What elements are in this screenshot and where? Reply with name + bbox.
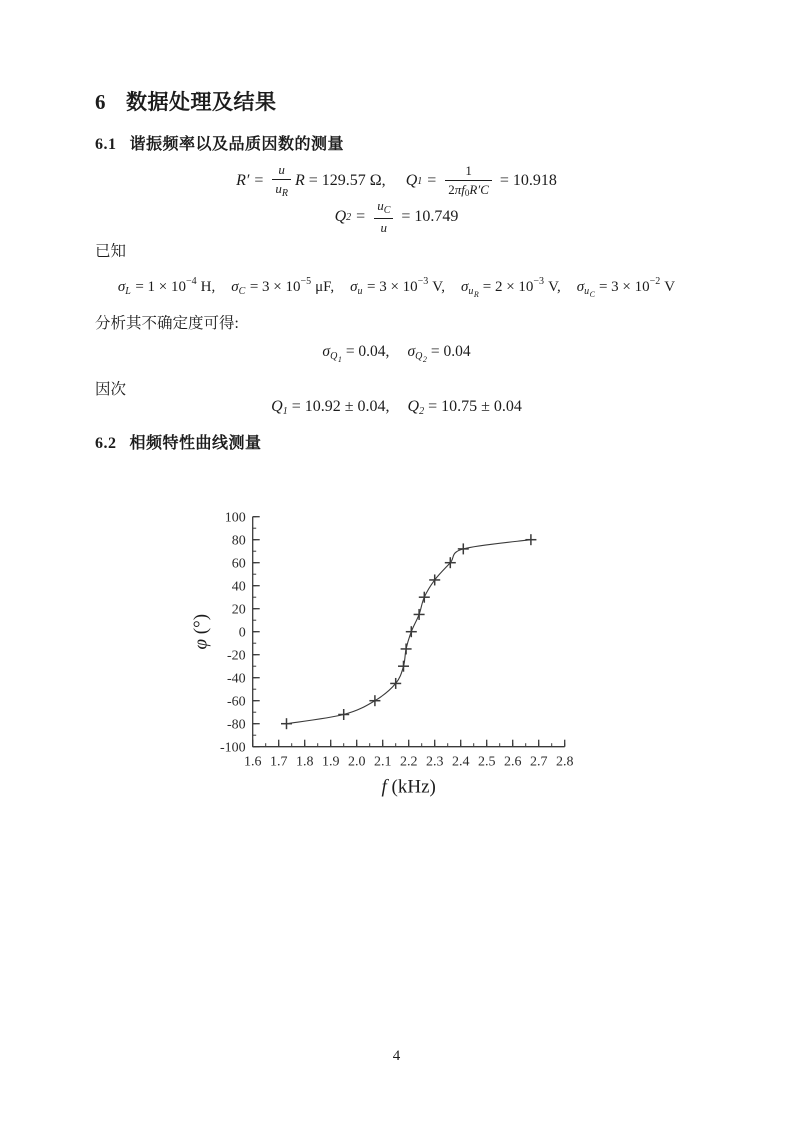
sigma-q-item (407, 343, 470, 364)
var-r: R (294, 172, 305, 189)
svg-text:-100: -100 (220, 740, 246, 756)
equals-sign: = (254, 172, 264, 189)
unit: H, (200, 278, 216, 295)
known-label: 已知 (95, 243, 127, 260)
sigma-value: = 0.04 (430, 342, 471, 360)
sigma-symbol: σ (350, 278, 358, 295)
svg-text:2.5: 2.5 (477, 754, 496, 770)
page-number: 4 (392, 1048, 401, 1064)
exponent: −5 (300, 275, 312, 287)
section-title: 数据处理及结果 (126, 91, 277, 114)
svg-text:2.8: 2.8 (555, 754, 574, 770)
sub-0: 0 (464, 187, 470, 198)
subsection-6-1-heading (95, 131, 344, 154)
q-value: = 10.75 ± 0.04 (428, 397, 522, 415)
sigma-q-item (322, 343, 389, 364)
equation-q2 (0, 198, 793, 236)
result-q1: = 10.918 (499, 172, 557, 189)
svg-text:2.1: 2.1 (373, 754, 392, 770)
unit: V, (432, 278, 445, 295)
sigma-subsub: 2 (422, 354, 427, 364)
sigma-subsub: C (589, 289, 595, 299)
q-result-item (408, 398, 522, 417)
svg-text:80: 80 (231, 533, 246, 549)
uncertainty-item (231, 276, 334, 299)
sigma-sub: u (357, 285, 363, 297)
var-q2: Q (334, 208, 347, 225)
analysis-label: 分析其不确定度可得: (95, 315, 239, 332)
section-number: 6 (95, 90, 106, 114)
equation-sigma-q (0, 340, 793, 366)
fraction-numerator: u (272, 162, 291, 180)
section-heading (95, 86, 277, 116)
svg-text:1.7: 1.7 (269, 754, 288, 770)
var-u: u (377, 198, 384, 214)
equation-uncertainties (0, 272, 793, 302)
var-f: f (461, 181, 465, 197)
subsection-6-1-number: 6.1 (95, 136, 117, 153)
q-value: = 10.92 ± 0.04, (291, 397, 390, 415)
var-q1: Q (405, 172, 418, 189)
svg-text:-40: -40 (227, 671, 246, 687)
exponent: −3 (533, 275, 545, 287)
subsection-6-2-number: 6.2 (95, 435, 117, 452)
unit: V (664, 278, 676, 295)
sigma-symbol: σ (322, 342, 331, 360)
uncertainty-item (461, 276, 561, 299)
fraction-denominator (272, 180, 291, 200)
sigma-sub: L (125, 285, 131, 297)
unit: V, (548, 278, 561, 295)
sigma-subsub: 1 (337, 354, 342, 364)
fraction-uc-over-u (374, 198, 393, 236)
svg-text:2.6: 2.6 (503, 754, 522, 770)
uncertainty-item (118, 276, 215, 299)
var-u: u (275, 180, 282, 196)
svg-text:-60: -60 (227, 694, 246, 710)
svg-text:f (kHz): f (kHz) (381, 776, 436, 798)
var-q: Q (271, 397, 283, 415)
subsection-6-2-title: 相频特性曲线测量 (129, 435, 262, 452)
exponent: −4 (186, 275, 197, 287)
sigma-value: = 3 × 10 (366, 278, 418, 295)
sigma-value: = 3 × 10 (598, 278, 650, 295)
subsection-6-1-title: 谐振频率以及品质因数的测量 (129, 136, 345, 153)
uncertainty-item (577, 276, 675, 299)
svg-text:2.4: 2.4 (451, 754, 470, 770)
sigma-subsub: R (473, 289, 479, 299)
svg-text:1.8: 1.8 (295, 754, 314, 770)
svg-text:40: 40 (231, 579, 246, 595)
sigma-symbol: σ (117, 278, 126, 295)
equals-sign: = (356, 208, 366, 225)
fraction-denominator: u (380, 220, 388, 236)
equation-q-results (0, 394, 793, 420)
sigma-value: = 2 × 10 (482, 278, 534, 295)
result-r-prime: = 129.57 Ω, (308, 172, 386, 189)
sigma-value: = 0.04, (345, 342, 390, 360)
coef-2: 2 (448, 181, 455, 197)
sigma-value: = 1 × 10 (135, 278, 187, 295)
fraction-q1 (445, 163, 492, 198)
svg-text:φ (°): φ (°) (190, 613, 212, 650)
sigma-symbol: σ (460, 278, 469, 295)
uncertainty-item (350, 276, 445, 299)
sigma-sub: Q (415, 350, 423, 362)
svg-text:100: 100 (224, 510, 246, 526)
svg-text:-80: -80 (227, 717, 246, 733)
sub-c: C (383, 205, 391, 217)
sub-2: 2 (346, 211, 352, 223)
thus-label: 因次 (95, 381, 127, 398)
sigma-sub: u (468, 285, 474, 297)
subsection-6-2-heading (95, 430, 262, 453)
var-r-prime: R′ (236, 172, 250, 189)
exponent: −2 (649, 275, 661, 287)
sigma-sub: Q (330, 350, 338, 362)
sigma-value: = 3 × 10 (249, 278, 301, 295)
sigma-symbol: σ (231, 278, 239, 295)
var-pi: π (454, 181, 462, 197)
svg-text:2.3: 2.3 (425, 754, 444, 770)
fraction-numerator: 1 (445, 163, 492, 181)
svg-text:60: 60 (231, 556, 246, 572)
fraction-u-over-ur (272, 162, 291, 200)
svg-text:2.7: 2.7 (529, 754, 548, 770)
unit: μF, (315, 278, 335, 295)
exponent: −3 (417, 275, 429, 287)
sigma-sub: C (238, 285, 246, 297)
svg-text:1.6: 1.6 (243, 754, 262, 770)
equals-sign: = (427, 172, 437, 189)
sub-1: 1 (282, 405, 288, 417)
var-rc: R′C (469, 181, 489, 197)
phase-frequency-chart (185, 503, 605, 803)
sigma-symbol: σ (407, 342, 416, 360)
sub-2: 2 (419, 405, 425, 417)
sigma-sub: u (584, 285, 590, 297)
svg-text:20: 20 (231, 602, 246, 618)
svg-text:0: 0 (238, 625, 246, 641)
sub-1: 1 (417, 175, 423, 187)
q-result-item (271, 398, 389, 417)
fraction-numerator (374, 198, 393, 219)
sub-r: R (281, 187, 288, 199)
svg-text:-20: -20 (227, 648, 246, 664)
fraction-denominator (445, 181, 492, 199)
var-q: Q (407, 397, 420, 415)
result-q2: = 10.749 (401, 208, 459, 225)
svg-text:1.9: 1.9 (321, 754, 340, 770)
sigma-symbol: σ (576, 278, 585, 295)
svg-text:2.2: 2.2 (399, 754, 418, 770)
svg-text:2.0: 2.0 (347, 754, 366, 770)
